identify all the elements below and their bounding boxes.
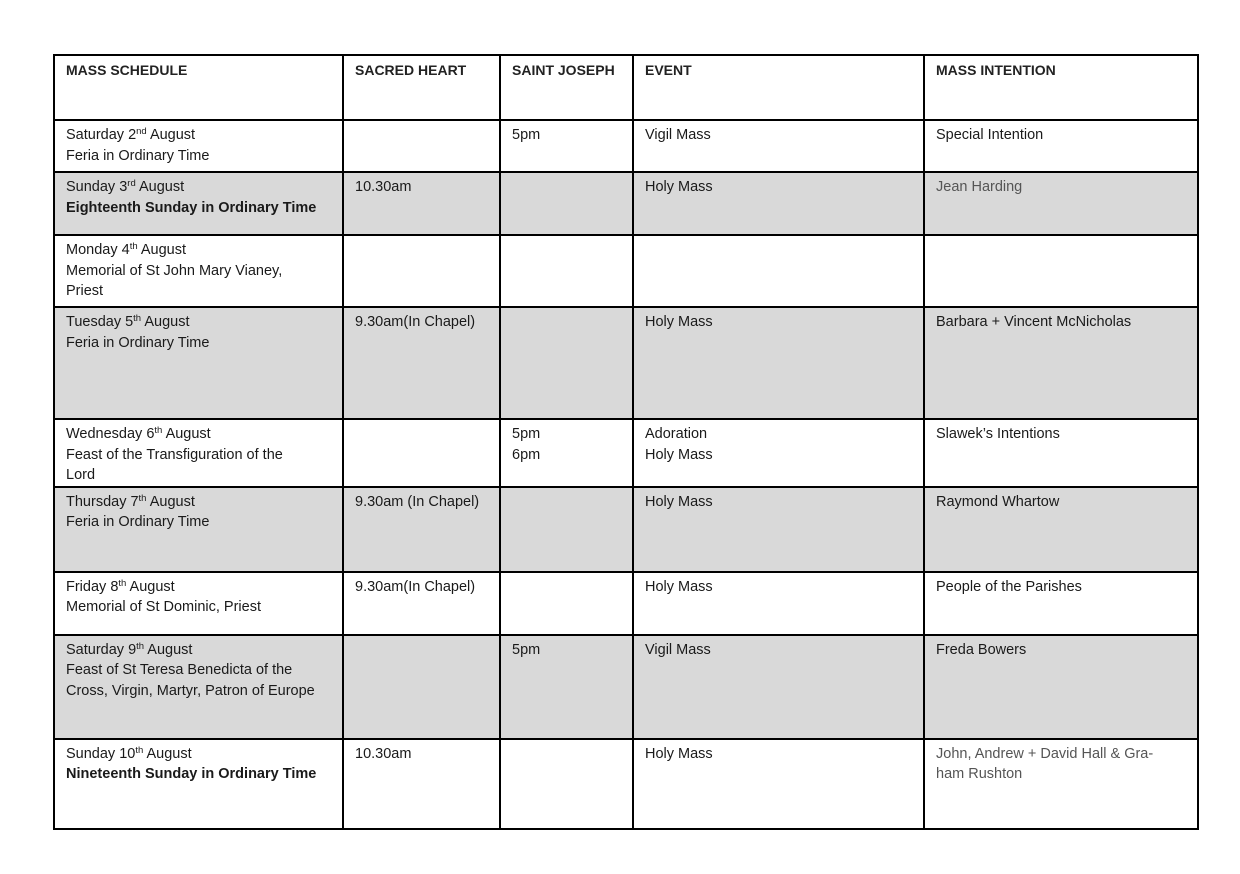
table-row (54, 307, 1198, 419)
mass-intention: Barbara + Vincent McNicholas (936, 314, 1132, 330)
cell-day-feast (54, 172, 343, 235)
date-day: Tuesday 5 (66, 314, 134, 330)
cell-saint-joseph (500, 419, 633, 487)
event-name: Holy Mass (645, 493, 713, 510)
event-name: Holy Mass (645, 179, 713, 195)
saint-joseph-time-2: 6pm (512, 446, 541, 463)
event-name: Adoration (645, 426, 708, 442)
event-name: Vigil Mass (645, 127, 711, 143)
cell-intention (924, 487, 1198, 572)
date-day: Saturday 9 (66, 641, 137, 658)
feast-name: Feria in Ordinary Time (66, 147, 210, 164)
date-day: Monday 4 (66, 242, 130, 258)
mass-intention-cont: ham Rushton (936, 766, 1023, 782)
cell-saint-joseph (500, 172, 633, 235)
mass-intention: People of the Parishes (936, 578, 1082, 595)
table-row (54, 635, 1198, 739)
date-month: August (126, 578, 175, 595)
date-month: August (143, 745, 192, 762)
feast-name: Feria in Ordinary Time (66, 334, 210, 351)
cell-event (633, 739, 924, 829)
feast-name-cont: Lord (66, 467, 96, 483)
cell-saint-joseph (500, 572, 633, 635)
cell-saint-joseph (500, 120, 633, 172)
cell-day-feast (54, 739, 343, 829)
cell-sacred-heart (343, 235, 500, 307)
feast-name: Memorial of St Dominic, Priest (66, 599, 261, 615)
sacred-heart-time: 9.30am (In Chapel) (355, 493, 480, 510)
date-month: August (137, 242, 186, 258)
date-month: August (144, 641, 193, 658)
saint-joseph-time: 5pm (512, 127, 541, 143)
header-mass-intention: MASS INTENTION (924, 55, 1198, 120)
mass-intention: Jean Harding (936, 179, 1023, 195)
cell-intention (924, 307, 1198, 419)
date-suffix: th (138, 492, 147, 504)
event-name: Holy Mass (645, 314, 713, 330)
cell-sacred-heart (343, 739, 500, 829)
sacred-heart-time: 9.30am(In Chapel) (355, 314, 476, 330)
cell-event (633, 307, 924, 419)
cell-sacred-heart (343, 120, 500, 172)
cell-sacred-heart (343, 487, 500, 572)
cell-intention (924, 235, 1198, 307)
date-suffix: th (133, 313, 142, 324)
table-row (54, 739, 1198, 829)
feast-name-cont: Priest (66, 283, 104, 299)
feast-name: Feast of St Teresa Benedicta of the (66, 662, 293, 678)
header-saint-joseph: SAINT JOSEPH (500, 55, 633, 120)
cell-event (633, 635, 924, 739)
cell-intention (924, 172, 1198, 235)
cell-saint-joseph (500, 739, 633, 829)
event-name-2: Holy Mass (645, 446, 713, 463)
mass-intention: John, Andrew + David Hall & Gra- (936, 745, 1154, 762)
header-row (54, 55, 1198, 120)
feast-name: Memorial of St John Mary Vianey, (66, 262, 283, 279)
cell-sacred-heart (343, 419, 500, 487)
cell-intention (924, 635, 1198, 739)
cell-intention (924, 419, 1198, 487)
date-month: August (141, 314, 190, 330)
cell-day-feast (54, 487, 343, 572)
mass-intention: Freda Bowers (936, 641, 1027, 658)
date-day: Friday 8 (66, 578, 119, 595)
mass-schedule-table (53, 54, 1199, 830)
date-suffix: th (118, 577, 127, 589)
cell-event (633, 572, 924, 635)
cell-event (633, 487, 924, 572)
cell-saint-joseph (500, 307, 633, 419)
cell-intention (924, 739, 1198, 829)
event-name: Holy Mass (645, 745, 713, 762)
feast-name: Feria in Ordinary Time (66, 514, 210, 530)
event-name: Holy Mass (645, 578, 713, 595)
date-suffix: th (136, 640, 145, 652)
date-suffix: th (154, 425, 163, 436)
cell-event (633, 120, 924, 172)
cell-sacred-heart (343, 572, 500, 635)
cell-sacred-heart (343, 307, 500, 419)
saint-joseph-time: 5pm (512, 426, 541, 442)
cell-sacred-heart (343, 172, 500, 235)
table-row (54, 172, 1198, 235)
mass-intention: Raymond Whartow (936, 493, 1060, 510)
table-row (54, 120, 1198, 172)
cell-day-feast (54, 120, 343, 172)
cell-saint-joseph (500, 487, 633, 572)
date-month: August (146, 127, 196, 143)
table-row (54, 235, 1198, 307)
sacred-heart-time: 10.30am (355, 745, 412, 762)
mass-intention: Slawek’s Intentions (936, 426, 1060, 442)
table-row (54, 572, 1198, 635)
table-row (54, 487, 1198, 572)
header-mass-schedule: MASS SCHEDULE (54, 55, 343, 120)
sacred-heart-time: 10.30am (355, 179, 412, 195)
cell-day-feast (54, 572, 343, 635)
date-suffix: th (135, 744, 144, 756)
cell-event (633, 419, 924, 487)
date-day: Thursday 7 (66, 493, 139, 510)
event-name: Vigil Mass (645, 641, 711, 658)
date-month: August (135, 179, 185, 195)
feast-name: Eighteenth Sunday in Ordinary Time (66, 199, 317, 216)
date-day: Saturday 2 (66, 127, 137, 143)
date-month: August (146, 493, 195, 510)
cell-day-feast (54, 307, 343, 419)
header-sacred-heart: SACRED HEART (343, 55, 500, 120)
date-month: August (162, 426, 211, 442)
header-event: EVENT (633, 55, 924, 120)
date-day: Wednesday 6 (66, 426, 155, 442)
feast-name: Nineteenth Sunday in Ordinary Time (66, 766, 317, 782)
date-day: Sunday 3 (66, 179, 128, 195)
cell-event (633, 235, 924, 307)
cell-day-feast (54, 419, 343, 487)
date-suffix: rd (127, 178, 136, 189)
cell-sacred-heart (343, 635, 500, 739)
date-day: Sunday 10 (66, 745, 136, 762)
sacred-heart-time: 9.30am(In Chapel) (355, 578, 476, 595)
cell-event (633, 172, 924, 235)
cell-saint-joseph (500, 235, 633, 307)
date-suffix: th (129, 241, 138, 252)
cell-day-feast (54, 235, 343, 307)
cell-intention (924, 572, 1198, 635)
saint-joseph-time: 5pm (512, 641, 541, 658)
cell-saint-joseph (500, 635, 633, 739)
cell-intention (924, 120, 1198, 172)
table-row (54, 419, 1198, 487)
mass-intention: Special Intention (936, 127, 1044, 143)
feast-name: Feast of the Transfiguration of the (66, 446, 283, 463)
cell-day-feast (54, 635, 343, 739)
feast-name-cont: Cross, Virgin, Martyr, Patron of Europe (66, 682, 315, 699)
date-suffix: nd (136, 126, 147, 137)
